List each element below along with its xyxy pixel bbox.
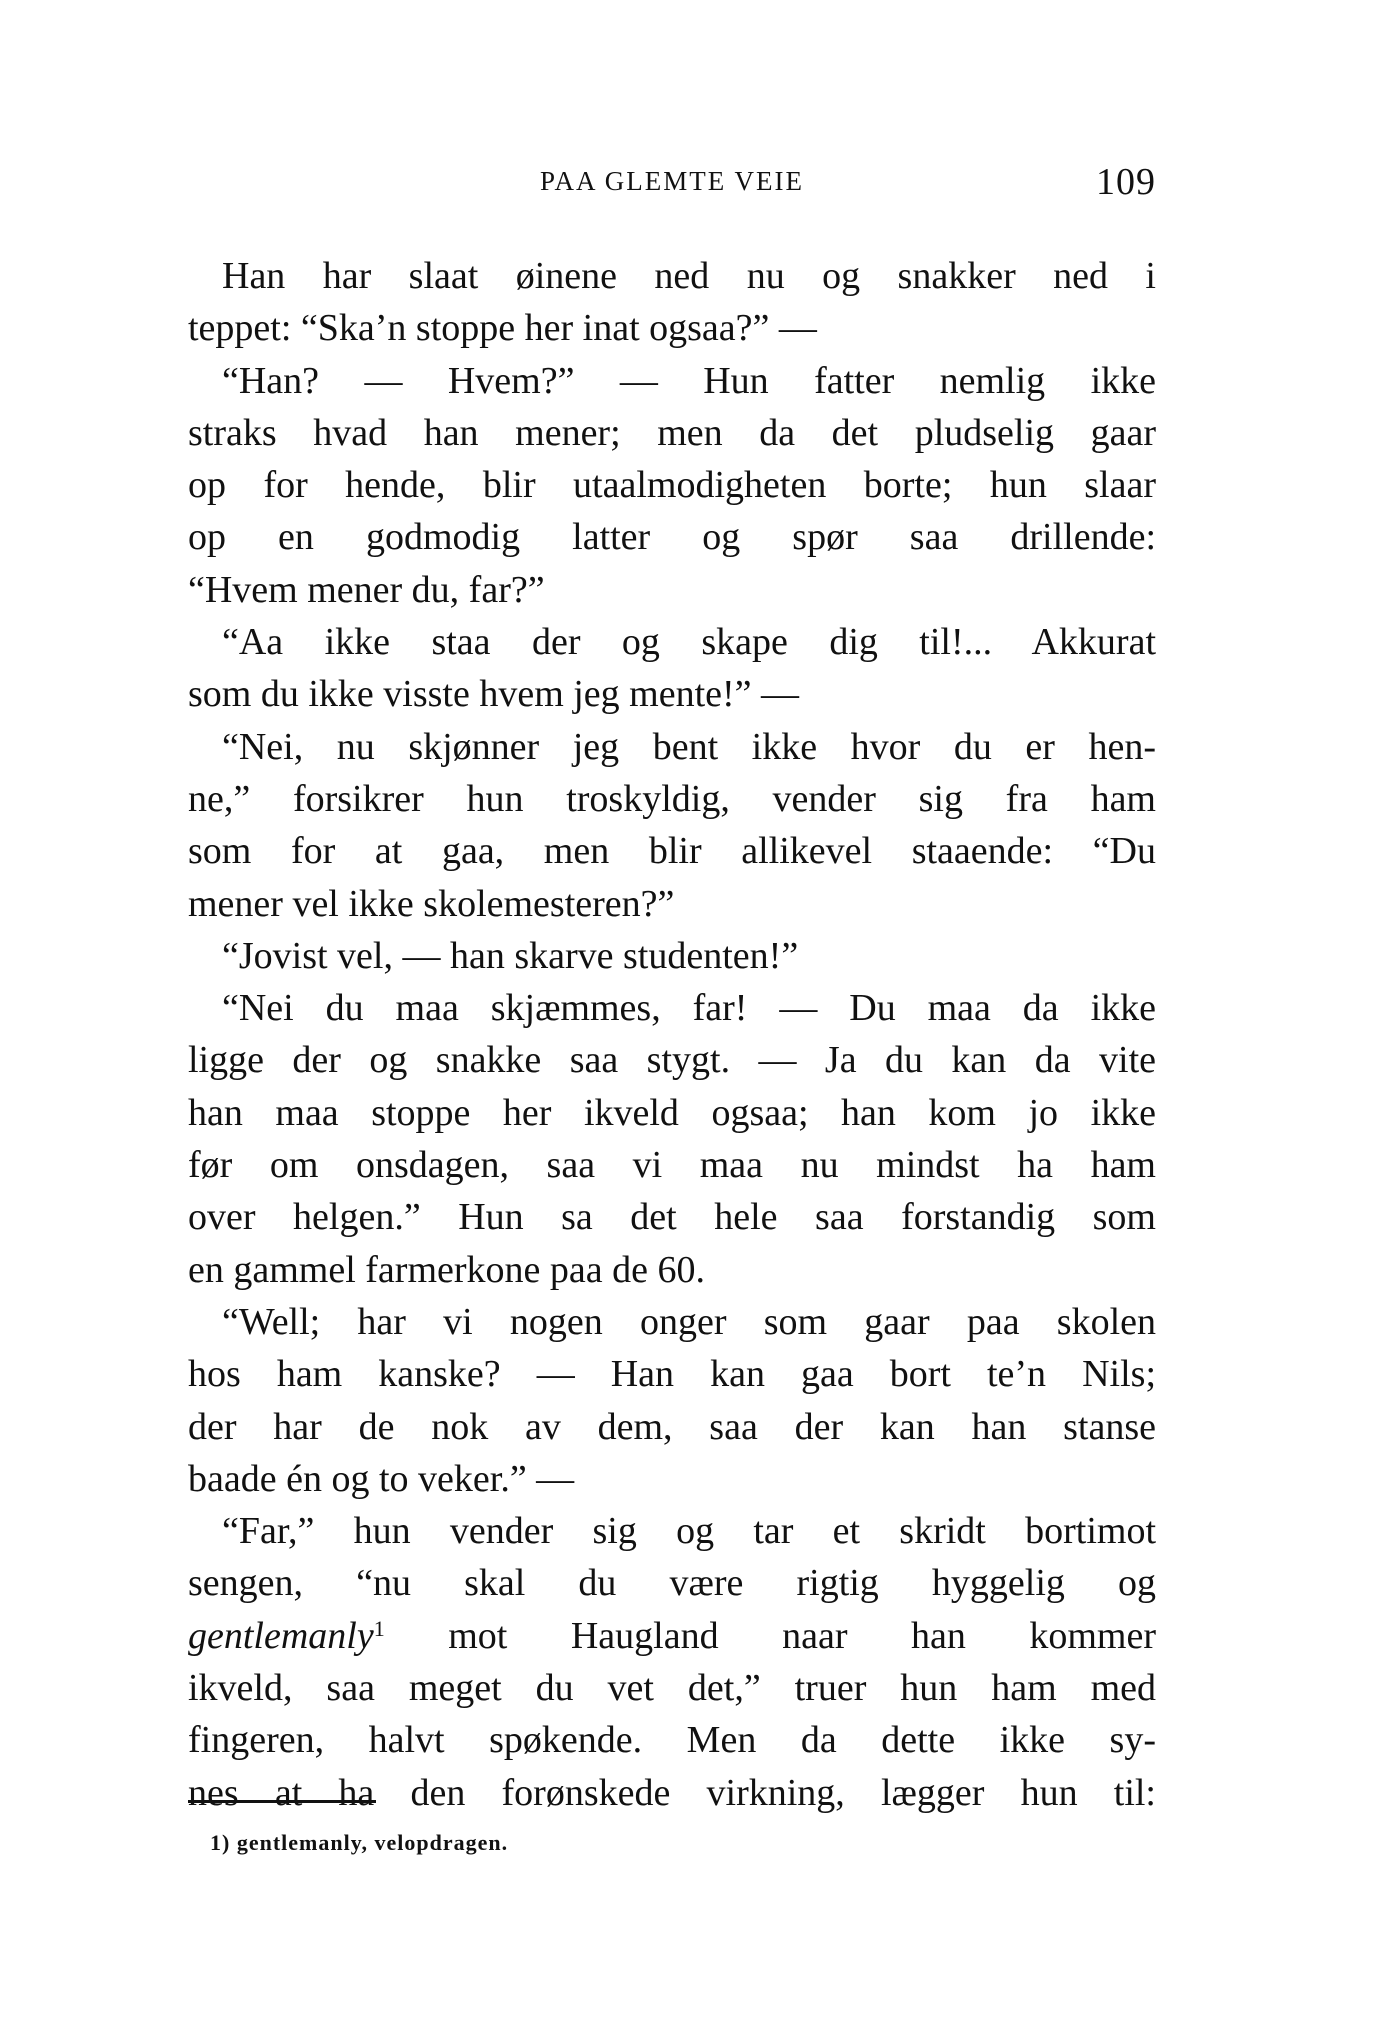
- text-line: “Han? — Hvem?” — Hun fatter nemlig ikke: [222, 359, 1156, 402]
- running-head: [188, 162, 1156, 202]
- body-text: [188, 250, 1156, 1819]
- line-text: mot Haugland naar han kommer: [384, 1614, 1156, 1657]
- text-line: som for at gaa, men blir allikevel staaende: “Du: [188, 830, 1156, 873]
- text-line: [188, 1610, 1156, 1662]
- text-line: over helgen.” Hun sa det hele saa forstandig som: [188, 1196, 1156, 1239]
- text-line: baade én og to veker.” —: [188, 1457, 575, 1500]
- text-line: Han har slaat øinene ned nu og snakker ned i: [222, 255, 1156, 297]
- text-line: en gammel farmerkone paa de 60.: [188, 1248, 705, 1291]
- text-line: op en godmodig latter og spør saa drillende:: [188, 516, 1156, 559]
- footnote: 1) gentlemanly, velopdragen.: [210, 1830, 509, 1855]
- text-line: hos ham kanske? — Han kan gaa bort te’n Nils;: [188, 1353, 1156, 1396]
- text-line: ikveld, saa meget du vet det,” truer hun ham med: [188, 1667, 1156, 1710]
- text-line: “Aa ikke staa der og skape dig til!... Akkurat: [222, 621, 1156, 664]
- text-line: mener vel ikke skolemesteren?”: [188, 882, 675, 925]
- text-line: der har de nok av dem, saa der kan han stanse: [188, 1405, 1156, 1448]
- text-line: “Well; har vi nogen onger som gaar paa skolen: [222, 1300, 1156, 1343]
- italic-word: gentlemanly: [188, 1614, 374, 1657]
- text-line: “Hvem mener du, far?”: [188, 568, 545, 611]
- text-line: han maa stoppe her ikveld ogsaa; han kom jo ikke: [188, 1091, 1156, 1134]
- text-line: “Nei du maa skjæmmes, far! — Du maa da ikke: [222, 987, 1156, 1030]
- text-line: som du ikke visste hvem jeg mente!” —: [188, 673, 800, 716]
- text-line: “Jovist vel, — han skarve studenten!”: [222, 934, 799, 977]
- text-line: op for hende, blir utaalmodigheten borte; hun slaar: [188, 464, 1156, 507]
- text-line: “Nei, nu skjønner jeg bent ikke hvor du er hen-: [222, 725, 1156, 768]
- text-line: ne,” forsikrer hun troskyldig, vender sig fra ham: [188, 777, 1156, 820]
- text-line: sengen, “nu skal du være rigtig hyggelig og: [188, 1562, 1156, 1605]
- text-line: før om onsdagen, saa vi maa nu mindst ha ham: [188, 1144, 1156, 1187]
- footnote-divider: [188, 1800, 376, 1803]
- text-line: fingeren, halvt spøkende. Men da dette ikke sy-: [188, 1719, 1156, 1762]
- running-title: PAA GLEMTE VEIE: [539, 166, 804, 196]
- text-line: nes at ha den forønskede virkning, lægger hun til:: [188, 1771, 1156, 1814]
- text-line: straks hvad han mener; men da det pludselig gaar: [188, 411, 1156, 454]
- footnote-reference: 1: [373, 1615, 385, 1641]
- text-line: ligge der og snakke saa stygt. — Ja du kan da vite: [188, 1039, 1156, 1082]
- text-line: teppet: “Ska’n stoppe her inat ogsaa?” —: [188, 307, 817, 350]
- page-number: 109: [1096, 161, 1156, 203]
- text-line: “Far,” hun vender sig og tar et skridt bortimot: [222, 1510, 1156, 1553]
